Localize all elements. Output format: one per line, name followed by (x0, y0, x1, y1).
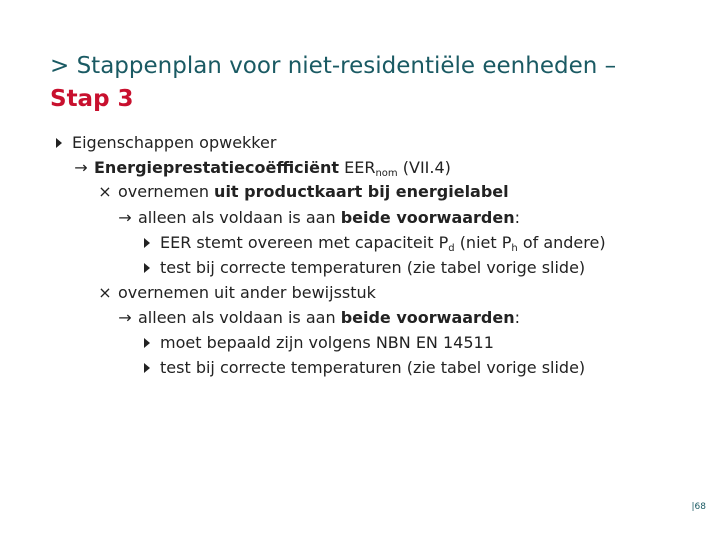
title-line-1: > Stappenplan voor niet-residentiële eenheden – (50, 53, 617, 79)
arrow-bullet-icon: → (118, 208, 132, 227)
arrow-bullet-icon: → (118, 308, 132, 327)
triangle-bullet-icon (140, 233, 154, 253)
item-text: Energieprestatiecoëfficiënt $EER_{nom}$ (VII.4) (94, 158, 451, 179)
cross-bullet-icon: × (98, 283, 112, 302)
item-text: alleen als voldaan is aan beide voorwaarden: (138, 308, 521, 327)
triangle-bullet-icon (140, 358, 154, 378)
slide-title (50, 50, 700, 116)
title-line-2: Stap 3 (50, 86, 134, 112)
page-number: |68 (691, 502, 706, 512)
cross-bullet-icon: × (98, 182, 112, 201)
item-text: moet bepaald zijn volgens NBN EN 14511 (160, 333, 494, 352)
item-text: overnemen uit ander bewijsstuk (118, 283, 376, 302)
item-text: Eigenschappen opwekker (72, 133, 277, 152)
item-text: EER stemt overeen met capaciteit $P_d$ (niet $P_h$ of andere) (160, 233, 606, 254)
triangle-bullet-icon (52, 133, 66, 153)
item-text: alleen als voldaan is aan beide voorwaarden: (138, 208, 521, 227)
triangle-bullet-icon (140, 333, 154, 353)
arrow-bullet-icon: → (74, 158, 88, 177)
item-text: test bij correcte temperaturen (zie tabel vorige slide) (160, 358, 586, 377)
item-text: overnemen uit productkaart bij energielabel (118, 182, 509, 201)
triangle-bullet-icon (140, 258, 154, 278)
item-text: test bij correcte temperaturen (zie tabel vorige slide) (160, 258, 586, 277)
